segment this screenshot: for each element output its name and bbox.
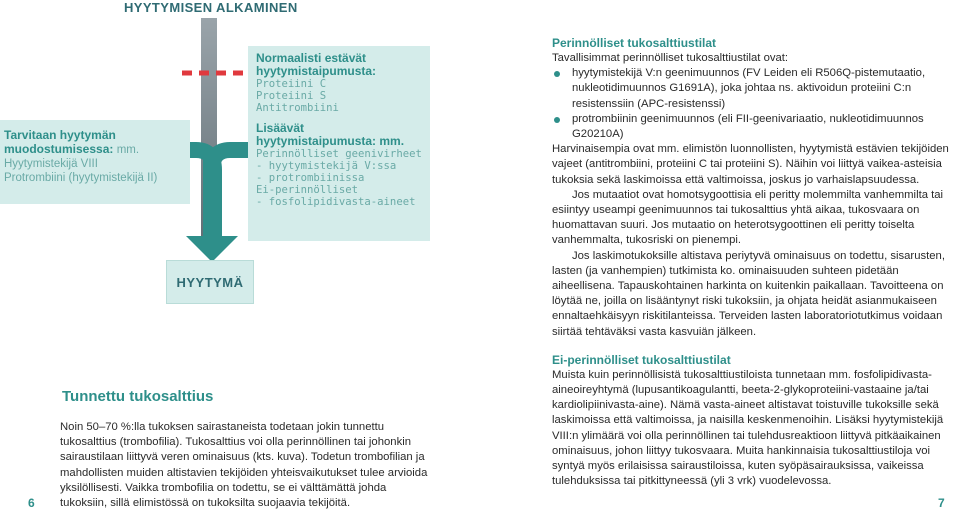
- required-heading-suffix: mm.: [116, 144, 140, 156]
- inhibitor-antithrombin: Antitrombiini: [256, 102, 339, 115]
- inhibitor-protein-s: Proteiini S: [256, 90, 327, 103]
- down-arrow-head: [186, 236, 238, 262]
- known-thrombophilia-heading: Tunnettu tukosalttius: [62, 388, 214, 405]
- page-number-right: 7: [938, 496, 945, 510]
- required-factors-heading: [4, 128, 186, 157]
- required-heading-text: Tarvitaan hyytymän muodostumisessa:: [4, 128, 116, 156]
- known-thrombophilia-text: Noin 50–70 %:lla tukoksen sairastaneista todetaan jokin tunnettu tukosalttius (trombofilia). Tukosalttius voi olla perinnöllinen tai johonkin sairaustilaan liittyvä veren ominaisuus (kts. kuva). Todetun trombofilian ja mahdollisten muiden altistavien tekijöiden yhteisvaikutukset tulee arvioida yksilöllisesti. Vaikka trombofilia on todettu, se ei välttämättä johda tukoksiin, sillä elimistössä on tukoksilta suojaavia tekijöitä.: [60, 421, 428, 510]
- right-text-column: [552, 36, 954, 489]
- factor-viii-label: Hyytymistekijä VIII: [4, 158, 98, 170]
- risk-line-factor-v: - hyytymistekijä V:ssa: [256, 159, 397, 172]
- bullet-prothrombin: protrombiinin geenimuunnos (eli FII-geenivariaatio, nukleotidimuunnos G20210A): [552, 112, 954, 142]
- risk-line-prothrombin: - protrombiinissa: [256, 172, 365, 185]
- hereditary-intro: Tavallisimmat perinnölliset tukosalttiustilat ovat:: [552, 52, 789, 64]
- page-number-left: 6: [28, 496, 35, 510]
- hereditary-para-3: Jos laskimotukoksille altistava periytyvä ominaisuus on todettu, sisarusten, lasten (ja vanhempien) tutkimista ko. ominaisuuden suhteen pidetään aiheellisena. Tapauskohtainen harkinta on kuitenkin paikallaan. Tavoitteena on löytää ne, joilla on lisääntynyt riski tukoksiin, ja ohjata heidät asianmukaiseen ennaltaehkäisyyn riskitilanteissa. Terveiden lasten laboratoriotutkimus voidaan siirtää tehtäväksi vasta kasvuiän jälkeen.: [552, 249, 945, 338]
- inhibitor-protein-c: Proteiini C: [256, 78, 327, 90]
- right-inflow-arrow: [212, 150, 248, 236]
- bullet-factor-v: hyytymistekijä V:n geenimuunnos (FV Leiden eli R506Q-pistemutaatio, nukleotidimuunnos G1691A), joka johtaa ns. aktivoidun proteiini C:n resistenssiin (APC-resistenssi): [552, 66, 954, 112]
- hereditary-heading: Perinnölliset tukosalttiustilat: [552, 36, 717, 50]
- hereditary-para-1: Harvinaisempia ovat mm. elimistön luonnollisten, hyytymistä estävien tekijöiden vajeet (antitrombiini, proteiini C tai proteiini S). Näihin voi liittyä vaikea-asteisia tukoksia sekä laskimoissa että valtimoissa, joskus jo varhaislapsuudessa.: [552, 143, 949, 186]
- risk-line-hereditary: Perinnölliset geenivirheet: [256, 147, 422, 160]
- diagram-title: HYYTYMISEN ALKAMINEN: [124, 0, 298, 15]
- risk-factors-heading: Lisäävät hyytymistaipumusta: mm.: [256, 120, 405, 148]
- risk-line-acquired: Ei-perinnölliset: [256, 184, 359, 197]
- modifiers-box: [248, 46, 430, 241]
- hereditary-para-2: Jos mutaatiot ovat homotsygoottisia eli peritty molemmilta vanhemmilta tai esiintyy useampi geenimuunnos tai tukosalttius yhtä aikaa, tukosvaara on huomattavan suuri. Jos mutaatio on heterotsygoottinen eli peritty toiselta vanhemmalta, tukosriski on pienempi.: [552, 188, 944, 247]
- inhibitors-heading: Normaalisti estävät hyytymistaipumusta:: [256, 51, 377, 78]
- acquired-para: Muista kuin perinnöllisistä tukosalttiustiloista tunnetaan mm. fosfolipidivasta-aineoireyhtymä (lupusantikoagulantti, beeta-2-glykoproteiini-vastaaine ja/tai kardiolipiinivasta-aine). Nämä vasta-aineet altistavat toistuville tukoksille sekä laskimoissa että valtimoissa, ja naisilla keskenmenoihin. Lisäksi hyytymistekijä VIII:n ylimäärä voi olla perinnöllinen tai tulehdusreaktioon liittyvä pitkäaikainen ominaisuus, johon liittyy tukosvaara. Muita hankinnaisia tukosalttiustiloja voi syntyä myös erilaisissa sairaustiloissa, kuten syöpäsairauksissa, vaikeissa tulehduksissa tai pitkittyneessä (yli 3 vrk) vuodelevossa.: [552, 368, 944, 488]
- clot-result-label: HYYTYMÄ: [166, 260, 254, 304]
- prothrombin-label: Protrombiini (hyytymistekijä II): [4, 172, 158, 184]
- risk-line-antiphospholipid: - fosfolipidivasta-aineet: [256, 196, 416, 209]
- required-factors-box: [0, 120, 190, 204]
- acquired-heading: Ei-perinnölliset tukosalttiustilat: [552, 352, 731, 367]
